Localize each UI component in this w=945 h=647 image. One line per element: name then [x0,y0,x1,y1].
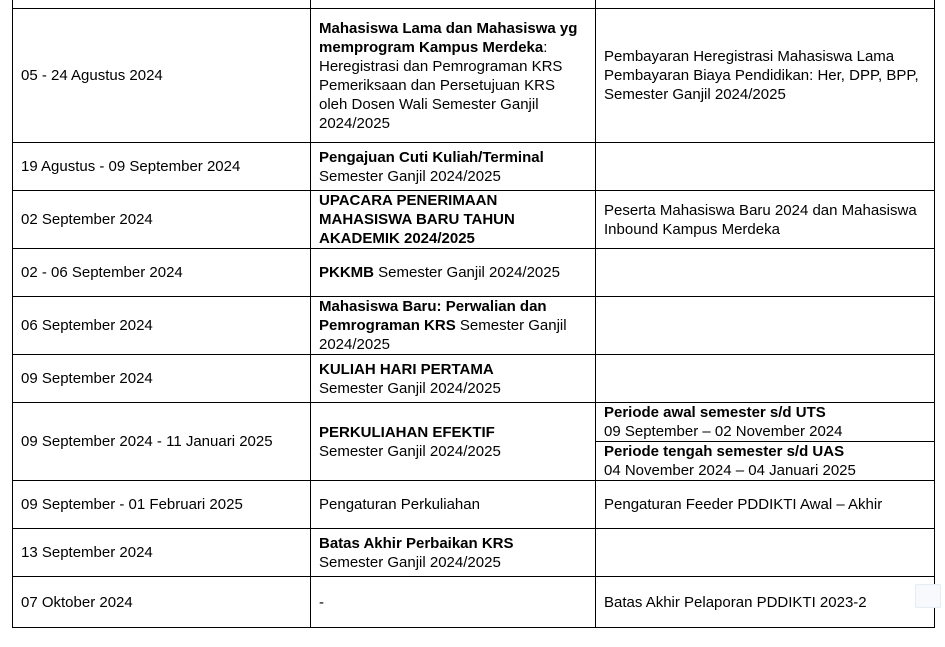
activity-cell [311,481,596,529]
table-row [13,249,935,297]
activity-cell [311,297,596,355]
text: Pengaturan Feeder PDDIKTI Awal – Akhir [604,496,883,513]
note-cell [596,442,935,481]
table-row [13,297,935,355]
academic-calendar-body [13,0,935,628]
bold-text: PKKMB [319,264,374,281]
note-cell [596,143,935,191]
note-cell [596,577,935,628]
text: Batas Akhir Pelaporan PDDIKTI 2023-2 [604,593,867,611]
text: Semester Ganjil 2024/2025 [319,553,501,571]
activity-cell [311,249,596,297]
floating-scroll-button[interactable] [915,584,941,608]
text: - [319,593,324,611]
note-cell [596,0,935,9]
activity-cell [311,529,596,577]
date-cell: 06 September 2024 [13,297,311,355]
table-row [13,143,935,191]
bold-text: KULIAH HARI PERTAMA [319,360,494,378]
date-cell: 09 September 2024 [13,355,311,403]
table-row [13,191,935,249]
date-cell: 05 - 24 Agustus 2024 [13,9,311,143]
note-cell [596,191,935,249]
note-cell [596,9,935,143]
table-row [13,529,935,577]
table-row [13,355,935,403]
bold-text: Pengajuan Cuti Kuliah/Terminal [319,148,544,166]
date-cell: 02 - 06 September 2024 [13,249,311,297]
activity-cell [311,577,596,628]
date-cell: 07 Oktober 2024 [13,577,311,628]
text: Pembayaran Heregistrasi Mahasiswa Lama [604,48,895,65]
date-cell: 19 Agustus - 09 September 2024 [13,143,311,191]
table-row [13,481,935,529]
date-cell: 09 September - 01 Februari 2025 [13,481,311,529]
academic-calendar-table [12,0,935,628]
activity-cell [311,0,596,9]
note-cell [596,529,935,577]
activity-cell [311,143,596,191]
activity-cell [311,191,596,249]
text: 04 November 2024 – 04 Januari 2025 [604,462,856,479]
table-row [13,9,935,143]
note-line [604,201,926,239]
text: Semester Ganjil 2024/2025 [319,379,501,397]
text: Pembayaran Biaya Pendidikan: Her, DPP, BPP, Semester Ganjil 2024/2025 [604,67,919,103]
table-row [13,403,935,442]
text: Pengaturan Perkuliahan [319,496,480,513]
table-row [13,0,935,9]
table-row [13,577,935,628]
date-cell [13,0,311,9]
text: Semester Ganjil 2024/2025 [374,264,560,281]
note-line [604,66,926,104]
date-cell: 13 September 2024 [13,529,311,577]
note-line [604,593,926,612]
activity-cell [311,355,596,403]
text: Semester Ganjil 2024/2025 [319,317,567,353]
text: Pemeriksaan dan Persetujuan KRS oleh Dosen Wali Semester Ganjil 2024/2025 [319,76,555,132]
text: Semester Ganjil 2024/2025 [319,167,501,185]
text: 09 September – 02 November 2024 [604,423,843,440]
date-cell: 02 September 2024 [13,191,311,249]
bold-text: Mahasiswa Lama dan Mahasiswa yg memprogram Kampus Merdeka [319,19,578,56]
note-cell [596,297,935,355]
text: Peserta Mahasiswa Baru 2024 dan Mahasiswa Inbound Kampus Merdeka [604,201,917,238]
note-line [604,495,926,514]
date-cell: 09 September 2024 - 11 Januari 2025 [13,403,311,481]
activity-cell [311,403,596,481]
bold-text: Periode tengah semester s/d UAS [604,443,845,460]
note-cell [596,481,935,529]
text: : Heregistrasi dan Pemrograman KRS [319,38,563,75]
activity-cell [311,9,596,143]
note-cell [596,403,935,442]
text: Semester Ganjil 2024/2025 [319,442,501,460]
bold-text: PERKULIAHAN EFEKTIF [319,423,495,441]
bold-text: Periode awal semester s/d UTS [604,404,826,421]
note-cell [596,355,935,403]
bold-text: UPACARA PENERIMAAN MAHASISWA BARU TAHUN AKADEMIK 2024/2025 [319,192,515,247]
bold-text: Mahasiswa Baru: Perwalian dan Pemrograman KRS [319,298,547,334]
note-line [604,47,926,66]
bold-text: Batas Akhir Perbaikan KRS [319,534,514,552]
note-cell [596,249,935,297]
